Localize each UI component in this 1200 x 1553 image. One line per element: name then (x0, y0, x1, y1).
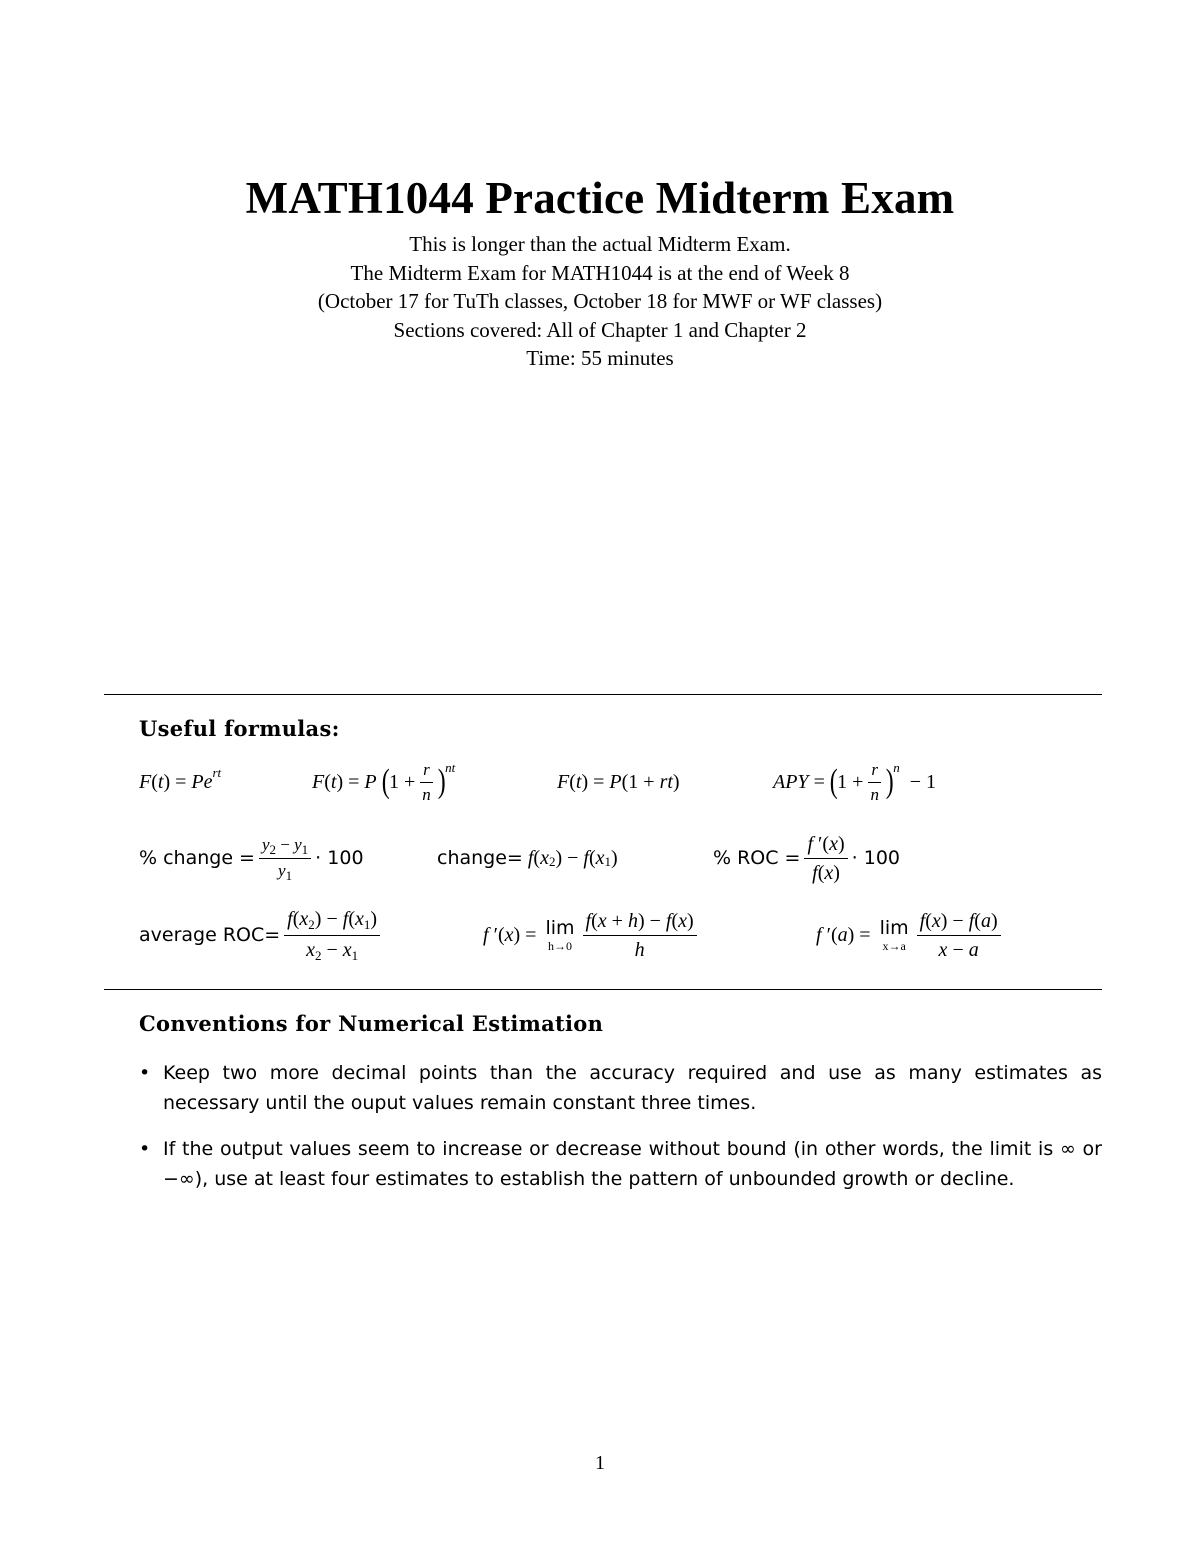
formula-continuous: F ( t ) = Pe $^{rt}$ (139, 765, 222, 793)
formulas-top-rule (104, 694, 1102, 695)
subtitle-line-5: Time: 55 minutes (526, 346, 674, 370)
hundred-2: 100 (863, 847, 901, 869)
formula-percent-change: % change = $\frac{y_2 - y_1}{y_1}$ · 100 (139, 834, 364, 883)
list-item: • If the output values seem to increase or decrease without bound (in other words, the limit is ∞ or −∞), use at least four estimates to establish the pattern of unbounded growth or decline. (139, 1134, 1102, 1194)
formulas-heading: Useful formulas: (139, 716, 340, 741)
exam-title: MATH1044 Practice Midterm Exam (245, 173, 955, 223)
conventions-list (139, 1058, 1102, 1210)
formula-row-3 (139, 905, 1099, 965)
formula-simple: F ( t ) = P (1 + rt ) (557, 770, 680, 793)
average-roc-label: average ROC= (139, 924, 281, 946)
subtitle-line-3: (October 17 for TuTh classes, October 18 for MWF or WF classes) (317, 289, 883, 313)
formulas-bottom-rule (104, 989, 1102, 990)
list-item: • Keep two more decimal points than the accuracy required and use as many estimates as necessary until the ouput values remain constant three times. (139, 1058, 1102, 1118)
formula-derivative-h: f ′( x ) = lim h→0 $\frac{f(x + h) - f(x)}{h}$ (483, 905, 701, 965)
change-label: change= (437, 847, 523, 869)
exam-subtitle (0, 230, 1200, 373)
hundred-1: 100 (327, 847, 364, 869)
lim-word-1: lim (545, 917, 575, 939)
lim-sub-h: h→0 (547, 939, 572, 953)
formula-apy: APY = ( 1 + $\frac{r}{n}$ ) $^n$ − 1 (773, 759, 937, 804)
formula-compound: F ( t ) = P ( 1 + $\frac{r}{n}$ ) $^{nt}$ (312, 759, 456, 804)
formula-row-2 (139, 828, 1099, 888)
lim-sub-a: x→a (882, 939, 906, 953)
percent-change-label: % change = (139, 847, 255, 869)
formula-average-roc: average ROC= $\frac{f(x_2) - f(x_1)}{x_2 - x_1}$ (139, 905, 384, 965)
lim-word-2: lim (879, 917, 909, 939)
formula-derivative-a: f ′( a ) = lim x→a $\frac{f(x) - f(a)}{x - a}$ (816, 905, 1005, 965)
subtitle-line-4: Sections covered: All of Chapter 1 and Chapter 2 (393, 317, 807, 342)
percent-roc-label: % ROC = (713, 847, 801, 869)
formula-change: change= f ( x $_2$ ) − f ( x $_1$ ) (437, 846, 618, 869)
formula-percent-roc: % ROC = $\frac{f '(x)}{f(x)}$ · 100 (713, 832, 901, 884)
subtitle-line-1: This is longer than the actual Midterm Exam. (409, 232, 791, 256)
page-number: 1 (595, 1452, 605, 1474)
conventions-heading: Conventions for Numerical Estimation (139, 1011, 604, 1036)
subtitle-line-2: The Midterm Exam for MATH1044 is at the end of Week 8 (350, 260, 850, 285)
formula-row-1 (139, 752, 1099, 812)
